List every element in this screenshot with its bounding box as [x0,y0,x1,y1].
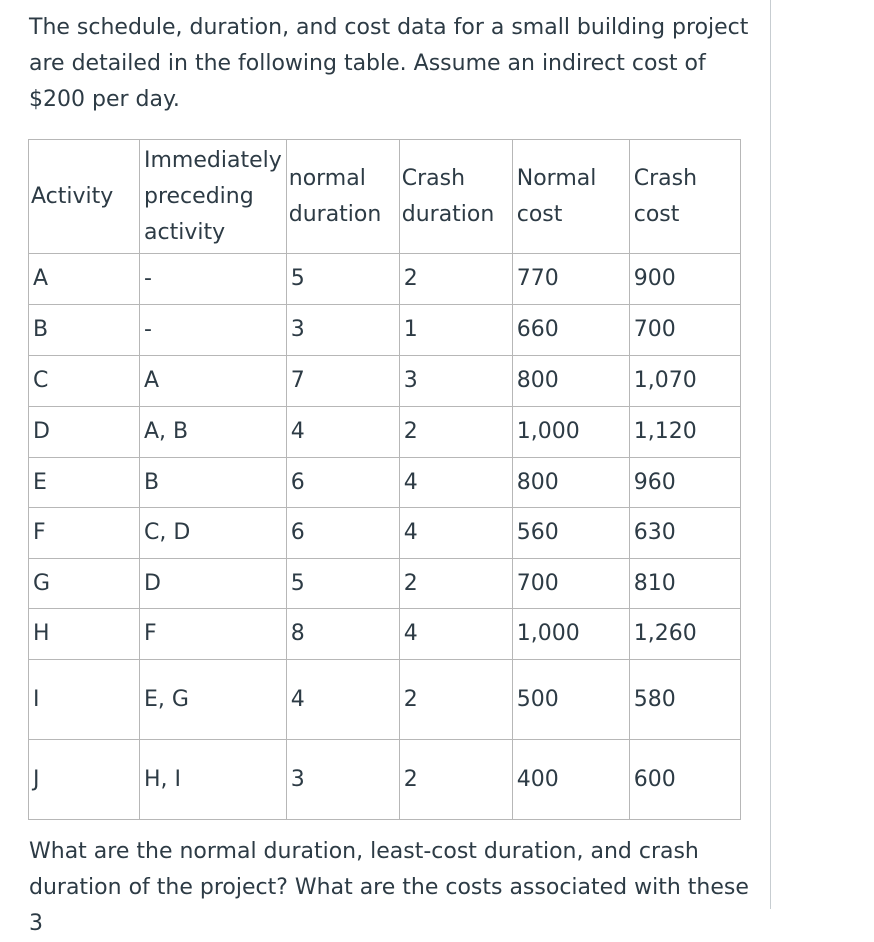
cell-preceding: - [140,305,287,356]
cell-normal-cost: 400 [512,740,629,820]
cell-activity: J [29,740,140,820]
cell-crash-cost: 600 [629,740,740,820]
table-row [29,305,741,356]
cell-crash-duration: 4 [399,609,512,660]
cell-normal-cost: 800 [512,356,629,407]
cell-crash-cost: 960 [629,458,740,508]
cell-activity: A [29,254,140,305]
cell-preceding: A, B [140,407,287,458]
header-activity: Activity [29,140,140,254]
cell-activity: C [29,356,140,407]
cell-normal-duration: 5 [286,559,399,609]
cell-crash-cost: 810 [629,559,740,609]
cell-crash-duration: 2 [399,740,512,820]
cell-activity: D [29,407,140,458]
header-normal-cost-line-2: cost [516,201,563,227]
cell-crash-duration: 2 [399,407,512,458]
cell-crash-cost: 900 [629,254,740,305]
cell-preceding: D [140,559,287,609]
cell-normal-duration: 6 [286,458,399,508]
table-row [29,609,741,660]
cell-normal-cost: 800 [512,458,629,508]
cell-crash-cost: 630 [629,508,740,559]
cell-preceding: C, D [140,508,287,559]
cell-crash-cost: 700 [629,305,740,356]
header-crash-duration-line-2: duration [401,201,495,227]
cell-normal-cost: 560 [512,508,629,559]
activity-table [28,139,741,820]
cell-crash-cost: 580 [629,660,740,740]
cell-preceding: H, I [140,740,287,820]
cell-normal-duration: 5 [286,254,399,305]
cell-crash-duration: 4 [399,508,512,559]
header-preceding [140,140,287,254]
cell-activity: I [29,660,140,740]
table-row [29,740,741,820]
intro-paragraph: The schedule, duration, and cost data for a small building project are detailed in the following table. Assume an indirect cost of $200 per day. [29,15,749,112]
table-row [29,407,741,458]
cell-preceding: B [140,458,287,508]
header-crash-cost-line-1: Crash [633,165,698,191]
table-row [29,254,741,305]
table-row [29,559,741,609]
cell-normal-cost: 1,000 [512,407,629,458]
cell-activity: F [29,508,140,559]
cell-normal-duration: 3 [286,740,399,820]
header-preceding-line-2: preceding [144,183,254,209]
cell-normal-duration: 7 [286,356,399,407]
cell-crash-duration: 3 [399,356,512,407]
table-header-row [29,140,741,254]
table-row [29,356,741,407]
header-crash-duration-line-1: Crash [401,165,466,191]
question-paragraph: What are the normal duration, least-cost duration, and crash duration of the project? What are the costs associated with these 3 [29,839,749,936]
header-normal-duration-line-2: duration [288,201,382,227]
table-row [29,458,741,508]
cell-normal-duration: 4 [286,407,399,458]
header-normal-duration-line-1: normal [288,165,366,191]
cell-preceding: - [140,254,287,305]
header-preceding-line-3: activity [144,219,226,245]
cell-crash-duration: 2 [399,559,512,609]
cell-crash-duration: 2 [399,660,512,740]
table-row [29,660,741,740]
cell-preceding: E, G [140,660,287,740]
header-preceding-line-1: Immediately [144,147,282,173]
cell-crash-duration: 4 [399,458,512,508]
cell-normal-duration: 6 [286,508,399,559]
cell-crash-cost: 1,260 [629,609,740,660]
cell-normal-cost: 770 [512,254,629,305]
header-crash-duration [399,140,512,254]
cell-normal-cost: 500 [512,660,629,740]
header-normal-duration [286,140,399,254]
cell-activity: E [29,458,140,508]
cell-activity: H [29,609,140,660]
cell-preceding: F [140,609,287,660]
cell-normal-duration: 4 [286,660,399,740]
cell-normal-cost: 1,000 [512,609,629,660]
cell-crash-cost: 1,120 [629,407,740,458]
cell-normal-duration: 3 [286,305,399,356]
cell-normal-cost: 660 [512,305,629,356]
cell-activity: B [29,305,140,356]
header-crash-cost [629,140,740,254]
cell-preceding: A [140,356,287,407]
header-normal-cost [512,140,629,254]
cell-crash-cost: 1,070 [629,356,740,407]
header-crash-cost-line-2: cost [633,201,680,227]
cell-crash-duration: 1 [399,305,512,356]
header-normal-cost-line-1: Normal [516,165,597,191]
table-row [29,508,741,559]
cell-crash-duration: 2 [399,254,512,305]
cell-normal-duration: 8 [286,609,399,660]
cell-activity: G [29,559,140,609]
cell-normal-cost: 700 [512,559,629,609]
